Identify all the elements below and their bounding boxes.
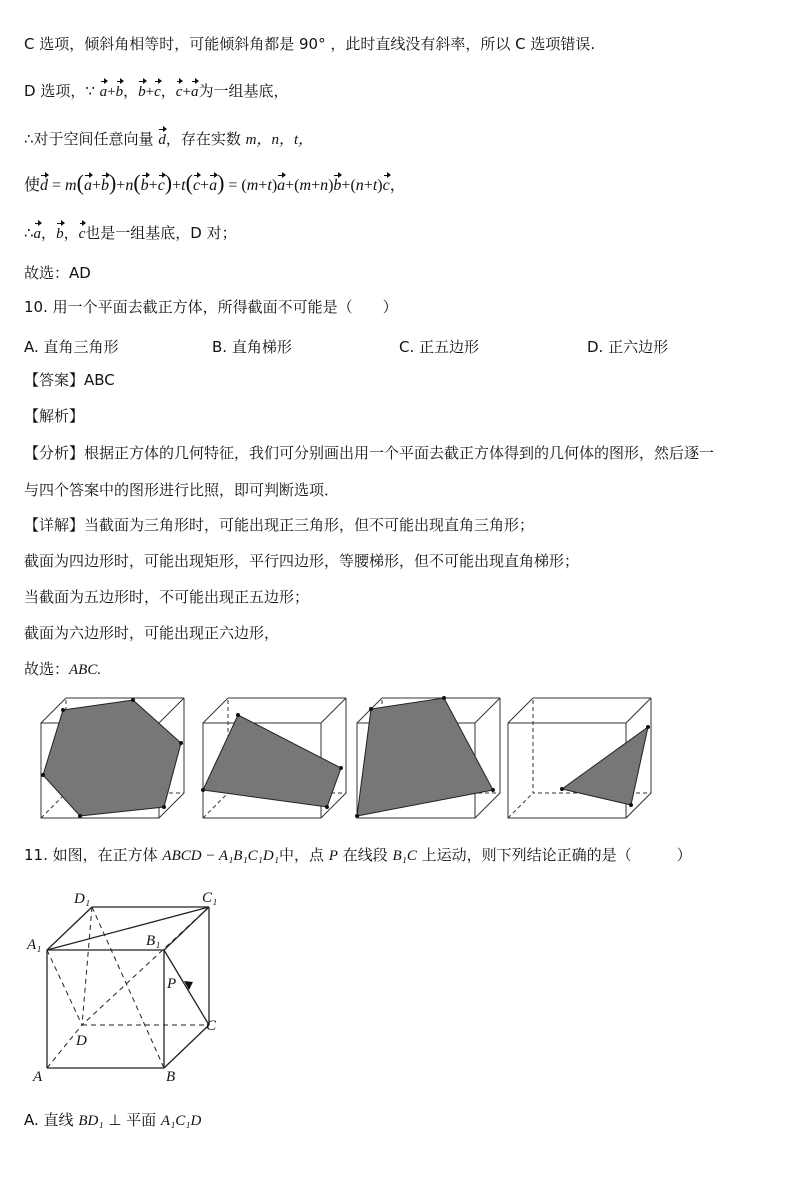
q10-analysis-head: 【解析】: [24, 407, 85, 425]
quadrilateral-section: [203, 715, 341, 807]
label-c: C: [206, 1018, 217, 1034]
label-d: D: [76, 1033, 87, 1049]
q10-option-d: D. 正六边形: [587, 338, 669, 356]
line-d-prefix: D 选项，∵: [24, 82, 95, 100]
q11-opt-a-line: BD₁: [78, 1113, 104, 1129]
exist-real-text: ，存在实数: [165, 130, 241, 148]
cube-figure-trapezoid: [354, 695, 504, 821]
label-a1: A₁: [27, 937, 42, 953]
label-b: B: [166, 1069, 176, 1085]
q10-detail-4: 截面为六边形时，可能出现正六边形，: [24, 624, 280, 642]
basis-tail: 也是一组基底，D 对；: [85, 224, 237, 242]
line-equation: 使d = m(a+b)+n(b+c)+t(c+a) = (m+t)a+(m+n)b+(n+t)c，: [24, 170, 406, 195]
label-a: A: [33, 1069, 43, 1085]
q11-opt-a-mid: ⊥ 平面: [103, 1111, 161, 1129]
q10-option-b: B. 直角梯形: [212, 338, 292, 356]
line-basis-conclusion: ∴a，b，c也是一组基底，D 对；: [24, 220, 237, 244]
label-d1: D₁: [74, 891, 91, 907]
answer-q9: 故选：AD: [24, 264, 91, 282]
q11-stem-mid: 中，点: [278, 846, 324, 864]
q10-fenxi-1: 【分析】根据正方体的几何特征，我们可分别画出用一个平面去截正方体得到的几何体的图形，然后逐一: [24, 444, 715, 462]
label-b1: B₁: [146, 933, 161, 949]
q10-conclusion: [24, 659, 101, 680]
q11-segment: B₁C: [392, 848, 417, 864]
conclusion-value: ABC.: [69, 662, 102, 678]
q10-option-c: C. 正五边形: [399, 338, 480, 356]
line-any-vector: ∴对于空间任意向量 d，存在实数 m，n，t，: [24, 126, 313, 150]
label-c1: C₁: [202, 890, 218, 906]
q10-stem: 10. 用一个平面去截正方体，所得截面不可能是（ ）: [24, 298, 398, 316]
line-option-c: C 选项，倾斜角相等时，可能倾斜角都是 90° ，此时直线没有斜率，所以 C 选项错误.: [24, 35, 596, 53]
q11-stem-pre: 11. 如图，在正方体: [24, 846, 158, 864]
q10-option-a: A. 直角三角形: [24, 338, 119, 356]
eq-prefix: 使: [24, 175, 41, 194]
q10-fenxi-2: 与四个答案中的图形进行比照，即可判断选项．: [24, 481, 340, 499]
q11-cube-name: ABCD − A₁B₁C₁D₁: [162, 848, 279, 864]
conclusion-prefix: 故选：: [24, 660, 70, 678]
cube-figure-quadrilateral: [200, 695, 350, 821]
q10-detail-2: 截面为四边形时，可能出现矩形，平行四边形，等腰梯形，但不可能出现直角梯形；: [24, 552, 580, 570]
q11-option-a: [24, 1110, 201, 1131]
q10-answer: 【答案】ABC: [24, 371, 115, 389]
label-p: P: [167, 976, 177, 992]
q11-cube-diagram: [24, 885, 234, 1090]
q11-opt-a-prefix: A. 直线: [24, 1111, 74, 1129]
line-d-suffix: 为一组基底，: [198, 82, 289, 100]
q11-stem-mid2: 在线段: [342, 846, 388, 864]
q10-detail-3: 当截面为五边形时，不可能出现正五边形；: [24, 588, 310, 606]
q11-stem-tail: 上运动，则下列结论正确的是（ ）: [421, 846, 692, 864]
any-vector-text: ∴对于空间任意向量: [24, 130, 154, 148]
trapezoid-section: [357, 698, 493, 816]
pentagon-section: [43, 700, 181, 816]
cube-figure-triangle: [505, 695, 655, 821]
real-vars: m，n，t，: [245, 132, 314, 148]
q11-point-p: P: [328, 848, 338, 864]
line-option-d: D 选项，∵ a+b，b+c，c+a为一组基底，: [24, 78, 288, 102]
q11-stem: [24, 845, 692, 866]
q11-opt-a-plane: A₁C₁D: [160, 1113, 202, 1129]
cube-figure-pentagon: [38, 695, 188, 821]
q10-detail-1: 【详解】当截面为三角形时，可能出现正三角形，但不可能出现直角三角形；: [24, 516, 535, 534]
